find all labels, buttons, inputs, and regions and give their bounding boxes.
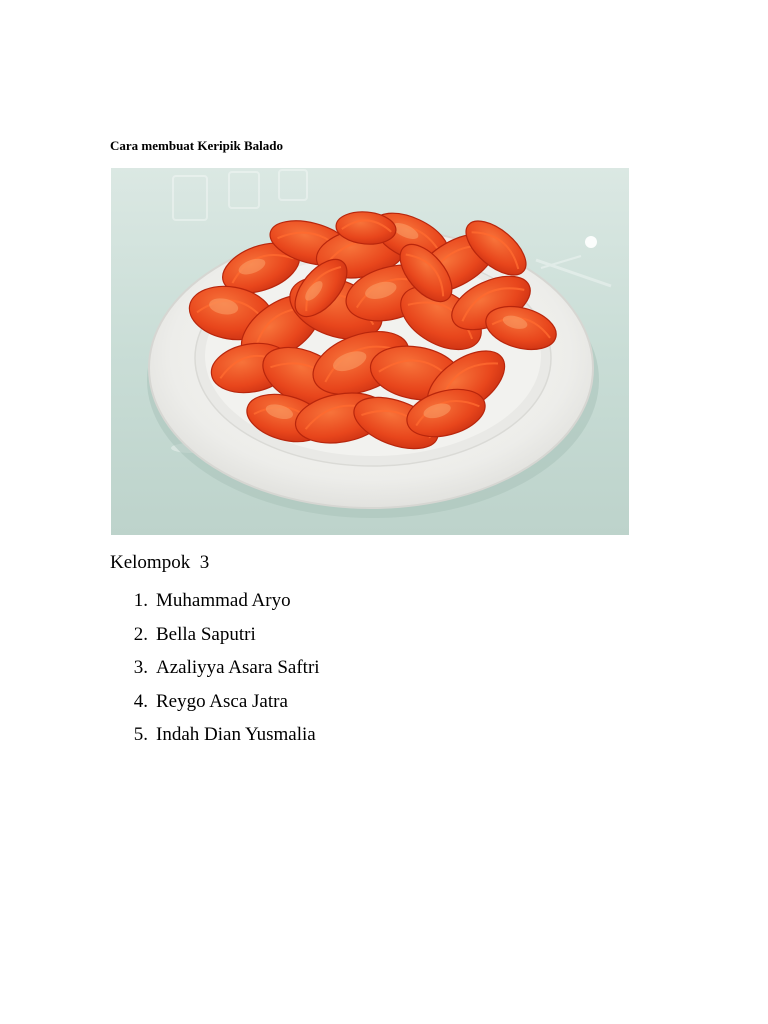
list-number: 1.: [133, 590, 148, 611]
list-number: 2.: [133, 623, 148, 645]
list-number: 4.: [133, 690, 148, 712]
group-heading: Kelompok 3: [110, 552, 210, 573]
light-reflection: [585, 236, 597, 248]
page-title: Cara membuat Keripik Balado: [110, 138, 283, 153]
member-name: Muhammad Aryo: [156, 590, 291, 611]
keripik-balado-photo: [111, 168, 629, 535]
member-name: Azaliyya Asara Saftri: [156, 657, 320, 678]
photo-svg: [111, 168, 629, 535]
list-number: 5.: [133, 724, 148, 745]
member-name: Indah Dian Yusmalia: [156, 724, 316, 745]
member-name: Bella Saputri: [156, 623, 256, 645]
list-number: 3.: [133, 657, 148, 678]
member-name: Reygo Asca Jatra: [156, 690, 288, 712]
